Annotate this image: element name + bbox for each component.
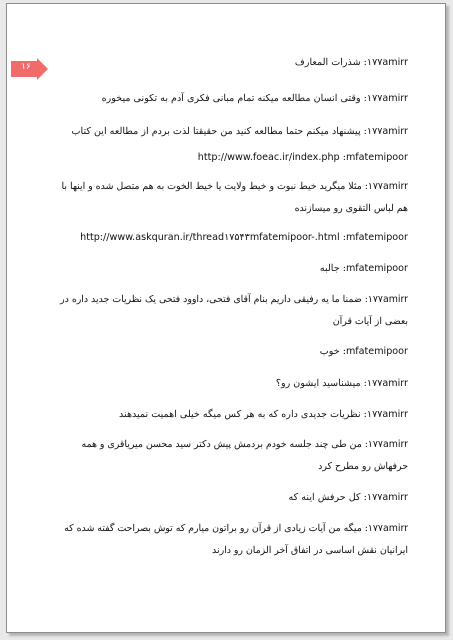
chat-nickname: ۱۷۷amirr [367, 439, 408, 450]
chat-nickname: ۱۷۷amirr [366, 409, 408, 420]
chat-link[interactable] [80, 232, 340, 243]
chat-line [53, 404, 408, 426]
chat-line [53, 341, 408, 363]
chat-message-text: کل حرفش اینه که [288, 492, 361, 503]
chat-separator: : [361, 181, 368, 192]
chat-separator: : [360, 126, 367, 137]
chat-nickname: mfatemipoor [345, 346, 408, 357]
chat-line [53, 147, 408, 169]
chat-separator: : [360, 57, 367, 68]
chat-separator: : [339, 346, 346, 357]
chat-separator: : [339, 152, 346, 163]
chat-line [53, 121, 408, 143]
chat-nickname: mfatemipoor [345, 152, 408, 163]
chat-nickname: ۱۷۷amirr [366, 378, 408, 389]
chat-line [53, 373, 408, 395]
chat-message-text: میشناسید ایشون رو؟ [275, 378, 361, 389]
chat-line [53, 518, 408, 562]
page-number: ۱۶ [21, 62, 31, 72]
chat-message-text: جالبه [319, 263, 340, 274]
chat-separator: : [361, 439, 368, 450]
chat-separator: : [339, 263, 346, 274]
chat-separator: : [339, 232, 346, 243]
chat-message-text: وقتی انسان مطالعه میکنه تمام مبانی فکری آدم به تکونی میخوره [101, 93, 361, 104]
chat-separator: : [361, 523, 368, 534]
chat-link-suffix[interactable]: ۱۷۵۴۳mfatemipoor- [224, 232, 315, 243]
chat-line [53, 487, 408, 509]
chat-line [53, 289, 408, 333]
chat-separator: : [360, 378, 367, 389]
chat-link-url[interactable]: http://www.askquran.ir/thread [80, 232, 225, 243]
chat-message-text: خوب [319, 346, 340, 357]
chat-link[interactable] [198, 152, 340, 163]
chat-nickname: mfatemipoor [345, 232, 408, 243]
chat-separator: : [360, 409, 367, 420]
chat-line [53, 176, 408, 220]
chat-line [53, 434, 408, 478]
chat-nickname: ۱۷۷amirr [367, 181, 408, 192]
chat-link-tail[interactable]: .html [314, 232, 340, 243]
chat-message-text: ضمنا ما یه رفیقی داریم بنام آقای فتحی، داوود فتحی یک نظریات جدید داره در بعضی از آیات قرآن [60, 294, 408, 327]
chat-nickname: ۱۷۷amirr [367, 294, 408, 305]
chat-link-url[interactable]: http://www.foeac.ir/index.php [197, 152, 340, 163]
chat-message-text: پیشنهاد میکنم حتما مطالعه کنید من حقیقتا لذت بردم از مطالعه این کتاب [71, 126, 361, 137]
chat-nickname: ۱۷۷amirr [366, 93, 408, 104]
chat-separator: : [360, 93, 367, 104]
chat-separator: : [360, 492, 367, 503]
chat-message-text: شذرات المعارف [294, 57, 361, 68]
chat-message-text: میگه من آیات زیادی از قرآن رو براتون میارم که توش بصراحت گفته شده که ایرانیان نقش اساسی در اتفاق آخر الزمان رو دارند [64, 523, 408, 556]
chat-line [53, 258, 408, 280]
chat-message-text: نظریات جدیدی داره که به هر کس میگه خیلی اهمیت نمیدهند [119, 409, 361, 420]
chat-separator: : [361, 294, 368, 305]
chat-line [53, 52, 408, 74]
chat-line [53, 88, 408, 110]
chat-line [53, 227, 408, 249]
chat-message-text: من طی چند جلسه خودم بردمش پیش دکتر سید محسن میریاقری و همه حرفهاش رو مطرح کرد [81, 439, 408, 472]
chat-nickname: mfatemipoor [345, 263, 408, 274]
chat-message-text: مثلا میگرید خیط نبوت و خیط ولایت یا خیط الخوت به هم متصل شده و اینها با هم لباس التقوی رو میسازنده [61, 181, 408, 214]
document-page [6, 3, 446, 633]
chat-nickname: ۱۷۷amirr [366, 126, 408, 137]
chat-nickname: ۱۷۷amirr [366, 57, 408, 68]
chat-nickname: ۱۷۷amirr [367, 523, 408, 534]
page-number-badge [11, 58, 49, 80]
chat-nickname: ۱۷۷amirr [366, 492, 408, 503]
